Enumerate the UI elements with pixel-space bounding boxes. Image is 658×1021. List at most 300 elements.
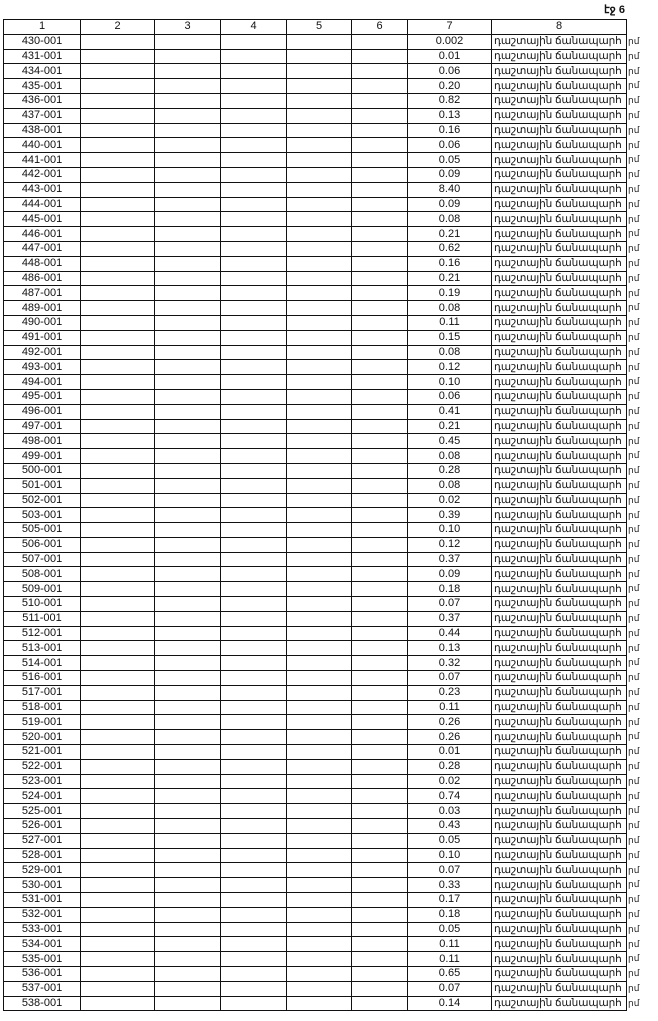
land-type: դաշտային ճանապարհ xyxy=(492,730,627,745)
empty-col-4 xyxy=(221,878,287,893)
empty-col-6 xyxy=(352,582,408,597)
empty-col-4 xyxy=(221,49,287,64)
empty-col-5 xyxy=(287,360,352,375)
empty-col-5 xyxy=(287,34,352,49)
empty-col-3 xyxy=(155,967,221,982)
empty-col-6 xyxy=(352,508,408,523)
parcel-code: 511-001 xyxy=(4,611,81,626)
empty-col-4 xyxy=(221,108,287,123)
row-suffix-mark: րմ xyxy=(628,257,640,268)
parcel-code: 524-001 xyxy=(4,789,81,804)
empty-col-5 xyxy=(287,478,352,493)
empty-col-3 xyxy=(155,167,221,182)
parcel-code: 503-001 xyxy=(4,508,81,523)
empty-col-6 xyxy=(352,671,408,686)
empty-col-6 xyxy=(352,286,408,301)
empty-col-2 xyxy=(81,567,155,582)
area-value: 0.41 xyxy=(408,404,492,419)
area-value: 0.16 xyxy=(408,123,492,138)
empty-col-4 xyxy=(221,153,287,168)
header-col-6: 6 xyxy=(352,20,408,35)
land-type: դաշտային ճանապարհ xyxy=(492,315,627,330)
empty-col-3 xyxy=(155,582,221,597)
empty-col-3 xyxy=(155,804,221,819)
empty-col-6 xyxy=(352,419,408,434)
row-suffix-mark: րմ xyxy=(628,997,640,1008)
empty-col-3 xyxy=(155,271,221,286)
empty-col-6 xyxy=(352,345,408,360)
area-value: 0.37 xyxy=(408,552,492,567)
land-type: դաշտային ճանապարհ xyxy=(492,286,627,301)
empty-col-6 xyxy=(352,996,408,1011)
parcel-code: 491-001 xyxy=(4,330,81,345)
empty-col-3 xyxy=(155,286,221,301)
empty-col-6 xyxy=(352,567,408,582)
empty-col-3 xyxy=(155,700,221,715)
land-type: դաշտային ճանապարհ xyxy=(492,996,627,1011)
row-suffix-mark: րմ xyxy=(628,731,640,742)
empty-col-6 xyxy=(352,123,408,138)
empty-col-3 xyxy=(155,537,221,552)
empty-col-6 xyxy=(352,715,408,730)
empty-col-5 xyxy=(287,93,352,108)
row-suffix-mark: րմ xyxy=(628,509,640,520)
empty-col-5 xyxy=(287,937,352,952)
parcel-code: 522-001 xyxy=(4,759,81,774)
empty-col-5 xyxy=(287,537,352,552)
empty-col-6 xyxy=(352,182,408,197)
empty-col-3 xyxy=(155,241,221,256)
row-suffix-mark: րմ xyxy=(628,50,640,61)
area-value: 0.18 xyxy=(408,907,492,922)
parcel-code: 496-001 xyxy=(4,404,81,419)
table-row xyxy=(4,952,627,967)
empty-col-3 xyxy=(155,745,221,760)
table-row xyxy=(4,493,627,508)
table-row xyxy=(4,789,627,804)
area-value: 0.08 xyxy=(408,345,492,360)
land-type: դաշտային ճանապարհ xyxy=(492,375,627,390)
empty-col-3 xyxy=(155,848,221,863)
empty-col-2 xyxy=(81,641,155,656)
empty-col-4 xyxy=(221,685,287,700)
empty-col-3 xyxy=(155,330,221,345)
empty-col-5 xyxy=(287,227,352,242)
empty-col-4 xyxy=(221,819,287,834)
parcel-code: 502-001 xyxy=(4,493,81,508)
land-type: դաշտային ճանապարհ xyxy=(492,434,627,449)
empty-col-6 xyxy=(352,848,408,863)
empty-col-5 xyxy=(287,745,352,760)
empty-col-4 xyxy=(221,597,287,612)
empty-col-2 xyxy=(81,389,155,404)
empty-col-2 xyxy=(81,478,155,493)
empty-col-5 xyxy=(287,641,352,656)
land-type: դաշտային ճանապարհ xyxy=(492,804,627,819)
empty-col-2 xyxy=(81,937,155,952)
parcel-code: 521-001 xyxy=(4,745,81,760)
empty-col-4 xyxy=(221,552,287,567)
land-type: դաշտային ճանապարհ xyxy=(492,49,627,64)
empty-col-3 xyxy=(155,449,221,464)
empty-col-3 xyxy=(155,375,221,390)
empty-col-5 xyxy=(287,315,352,330)
empty-col-6 xyxy=(352,922,408,937)
row-suffix-mark: րմ xyxy=(628,302,640,313)
area-value: 0.44 xyxy=(408,626,492,641)
empty-col-2 xyxy=(81,907,155,922)
table-row xyxy=(4,819,627,834)
table-row xyxy=(4,848,627,863)
parcel-code: 446-001 xyxy=(4,227,81,242)
empty-col-2 xyxy=(81,952,155,967)
empty-col-4 xyxy=(221,286,287,301)
empty-col-4 xyxy=(221,64,287,79)
area-value: 0.26 xyxy=(408,715,492,730)
header-col-2: 2 xyxy=(81,20,155,35)
empty-col-3 xyxy=(155,79,221,94)
row-suffix-mark: րմ xyxy=(628,864,640,875)
table-row xyxy=(4,330,627,345)
empty-col-6 xyxy=(352,967,408,982)
empty-col-6 xyxy=(352,937,408,952)
empty-col-6 xyxy=(352,256,408,271)
empty-col-6 xyxy=(352,34,408,49)
row-suffix-mark: րմ xyxy=(628,627,640,638)
empty-col-4 xyxy=(221,656,287,671)
area-value: 0.32 xyxy=(408,656,492,671)
empty-col-2 xyxy=(81,537,155,552)
table-row xyxy=(4,256,627,271)
area-value: 0.11 xyxy=(408,315,492,330)
empty-col-5 xyxy=(287,419,352,434)
area-value: 0.45 xyxy=(408,434,492,449)
area-value: 0.82 xyxy=(408,93,492,108)
parcel-code: 508-001 xyxy=(4,567,81,582)
empty-col-4 xyxy=(221,893,287,908)
land-type: դաշտային ճանապարհ xyxy=(492,819,627,834)
parcel-code: 536-001 xyxy=(4,967,81,982)
empty-col-6 xyxy=(352,907,408,922)
area-value: 0.06 xyxy=(408,389,492,404)
parcel-code: 513-001 xyxy=(4,641,81,656)
header-col-3: 3 xyxy=(155,20,221,35)
empty-col-6 xyxy=(352,789,408,804)
land-type: դաշտային ճանապարհ xyxy=(492,153,627,168)
table-row xyxy=(4,241,627,256)
empty-col-5 xyxy=(287,715,352,730)
empty-col-5 xyxy=(287,508,352,523)
empty-col-5 xyxy=(287,671,352,686)
row-suffix-mark: րմ xyxy=(628,420,640,431)
empty-col-5 xyxy=(287,256,352,271)
empty-col-3 xyxy=(155,611,221,626)
empty-col-3 xyxy=(155,685,221,700)
parcel-code: 507-001 xyxy=(4,552,81,567)
empty-col-6 xyxy=(352,330,408,345)
empty-col-5 xyxy=(287,567,352,582)
empty-col-3 xyxy=(155,49,221,64)
area-value: 0.07 xyxy=(408,981,492,996)
empty-col-2 xyxy=(81,434,155,449)
area-value: 0.74 xyxy=(408,789,492,804)
area-value: 0.09 xyxy=(408,167,492,182)
empty-col-4 xyxy=(221,907,287,922)
table-row xyxy=(4,641,627,656)
table-row xyxy=(4,463,627,478)
empty-col-5 xyxy=(287,893,352,908)
table-row xyxy=(4,49,627,64)
row-suffix-mark: րմ xyxy=(628,317,640,328)
empty-col-3 xyxy=(155,404,221,419)
table-row xyxy=(4,345,627,360)
table-body xyxy=(4,34,627,1011)
empty-col-5 xyxy=(287,878,352,893)
area-value: 0.18 xyxy=(408,582,492,597)
empty-col-2 xyxy=(81,582,155,597)
land-type: դաշտային ճանապարհ xyxy=(492,301,627,316)
empty-col-4 xyxy=(221,804,287,819)
empty-col-2 xyxy=(81,597,155,612)
parcel-code: 527-001 xyxy=(4,833,81,848)
area-value: 0.43 xyxy=(408,819,492,834)
empty-col-5 xyxy=(287,730,352,745)
table-row xyxy=(4,404,627,419)
empty-col-2 xyxy=(81,996,155,1011)
area-value: 0.08 xyxy=(408,478,492,493)
empty-col-4 xyxy=(221,360,287,375)
empty-col-5 xyxy=(287,774,352,789)
empty-col-3 xyxy=(155,893,221,908)
parcel-code: 533-001 xyxy=(4,922,81,937)
empty-col-2 xyxy=(81,493,155,508)
area-value: 0.08 xyxy=(408,212,492,227)
empty-col-6 xyxy=(352,315,408,330)
table-row xyxy=(4,167,627,182)
empty-col-4 xyxy=(221,375,287,390)
table-row xyxy=(4,523,627,538)
land-type: դաշտային ճանապարհ xyxy=(492,848,627,863)
empty-col-5 xyxy=(287,493,352,508)
empty-col-4 xyxy=(221,759,287,774)
empty-col-2 xyxy=(81,360,155,375)
empty-col-6 xyxy=(352,493,408,508)
table-row xyxy=(4,981,627,996)
empty-col-5 xyxy=(287,759,352,774)
empty-col-2 xyxy=(81,404,155,419)
land-type: դաշտային ճանապարհ xyxy=(492,478,627,493)
empty-col-4 xyxy=(221,952,287,967)
area-value: 0.05 xyxy=(408,153,492,168)
row-suffix-mark: րմ xyxy=(628,687,640,698)
empty-col-6 xyxy=(352,49,408,64)
land-type: դաշտային ճանապարհ xyxy=(492,863,627,878)
empty-col-4 xyxy=(221,508,287,523)
row-suffix-mark: րմ xyxy=(628,746,640,757)
empty-col-2 xyxy=(81,212,155,227)
empty-col-4 xyxy=(221,774,287,789)
table-row xyxy=(4,597,627,612)
table-row xyxy=(4,967,627,982)
empty-col-3 xyxy=(155,108,221,123)
empty-col-4 xyxy=(221,449,287,464)
empty-col-4 xyxy=(221,241,287,256)
land-type: դաշտային ճանապարհ xyxy=(492,878,627,893)
empty-col-5 xyxy=(287,952,352,967)
row-suffix-mark: րմ xyxy=(628,36,640,46)
empty-col-2 xyxy=(81,626,155,641)
empty-col-4 xyxy=(221,301,287,316)
parcel-code: 517-001 xyxy=(4,685,81,700)
empty-col-6 xyxy=(352,597,408,612)
area-value: 0.08 xyxy=(408,449,492,464)
empty-col-3 xyxy=(155,952,221,967)
land-type: դաշտային ճանապարհ xyxy=(492,537,627,552)
parcel-code: 529-001 xyxy=(4,863,81,878)
table-row xyxy=(4,315,627,330)
row-suffix-mark: րմ xyxy=(628,983,640,993)
empty-col-6 xyxy=(352,212,408,227)
empty-col-6 xyxy=(352,700,408,715)
empty-col-6 xyxy=(352,804,408,819)
area-value: 0.20 xyxy=(408,79,492,94)
table-row xyxy=(4,360,627,375)
land-type: դաշտային ճանապարհ xyxy=(492,123,627,138)
land-type: դաշտային ճանապարհ xyxy=(492,715,627,730)
land-type: դաշտային ճանապարհ xyxy=(492,922,627,937)
table-row xyxy=(4,419,627,434)
parcel-code: 518-001 xyxy=(4,700,81,715)
empty-col-2 xyxy=(81,508,155,523)
empty-col-2 xyxy=(81,182,155,197)
land-type: դաշտային ճանապարհ xyxy=(492,389,627,404)
empty-col-6 xyxy=(352,478,408,493)
empty-col-2 xyxy=(81,315,155,330)
row-suffix-mark: րմ xyxy=(628,568,640,579)
empty-col-4 xyxy=(221,330,287,345)
empty-col-5 xyxy=(287,301,352,316)
empty-col-2 xyxy=(81,552,155,567)
row-suffix-mark: րմ xyxy=(628,524,640,535)
empty-col-4 xyxy=(221,745,287,760)
empty-col-2 xyxy=(81,93,155,108)
area-value: 0.02 xyxy=(408,493,492,508)
empty-col-2 xyxy=(81,138,155,153)
parcel-code: 490-001 xyxy=(4,315,81,330)
land-type: դաշտային ճանապարհ xyxy=(492,64,627,79)
parcel-code: 510-001 xyxy=(4,597,81,612)
empty-col-4 xyxy=(221,138,287,153)
empty-col-6 xyxy=(352,153,408,168)
page-number: էջ 6 xyxy=(604,4,625,16)
land-parcel-table xyxy=(3,19,627,1011)
empty-col-3 xyxy=(155,182,221,197)
area-value: 0.21 xyxy=(408,419,492,434)
parcel-code: 443-001 xyxy=(4,182,81,197)
area-value: 0.08 xyxy=(408,301,492,316)
table-row xyxy=(4,434,627,449)
empty-col-5 xyxy=(287,833,352,848)
empty-col-2 xyxy=(81,700,155,715)
empty-col-4 xyxy=(221,567,287,582)
land-type: դաշտային ճանապարհ xyxy=(492,789,627,804)
empty-col-2 xyxy=(81,774,155,789)
empty-col-2 xyxy=(81,745,155,760)
parcel-code: 436-001 xyxy=(4,93,81,108)
land-type: դաշտային ճանապարհ xyxy=(492,626,627,641)
row-suffix-mark: րմ xyxy=(628,805,640,816)
empty-col-5 xyxy=(287,789,352,804)
empty-col-6 xyxy=(352,79,408,94)
empty-col-5 xyxy=(287,848,352,863)
empty-col-4 xyxy=(221,922,287,937)
table-row xyxy=(4,907,627,922)
empty-col-3 xyxy=(155,567,221,582)
table-row xyxy=(4,922,627,937)
empty-col-4 xyxy=(221,419,287,434)
empty-col-3 xyxy=(155,981,221,996)
table-row xyxy=(4,301,627,316)
table-row xyxy=(4,863,627,878)
empty-col-4 xyxy=(221,611,287,626)
empty-col-5 xyxy=(287,819,352,834)
area-value: 0.05 xyxy=(408,833,492,848)
land-type: դաշտային ճանապարհ xyxy=(492,167,627,182)
land-type: դաշտային ճանապարհ xyxy=(492,759,627,774)
table-row xyxy=(4,730,627,745)
row-suffix-mark: րմ xyxy=(628,598,640,609)
empty-col-5 xyxy=(287,463,352,478)
empty-col-4 xyxy=(221,937,287,952)
parcel-code: 447-001 xyxy=(4,241,81,256)
land-type: դաշտային ճանապարհ xyxy=(492,212,627,227)
empty-col-6 xyxy=(352,611,408,626)
row-suffix-mark: րմ xyxy=(628,228,640,239)
empty-col-4 xyxy=(221,996,287,1011)
row-suffix-mark: րմ xyxy=(628,553,640,564)
land-type: դաշտային ճանապարհ xyxy=(492,241,627,256)
empty-col-4 xyxy=(221,345,287,360)
area-value: 0.21 xyxy=(408,271,492,286)
row-suffix-mark: րմ xyxy=(628,154,640,165)
empty-col-5 xyxy=(287,153,352,168)
row-suffix-mark: րմ xyxy=(628,80,640,91)
parcel-code: 505-001 xyxy=(4,523,81,538)
empty-col-4 xyxy=(221,212,287,227)
area-value: 0.03 xyxy=(408,804,492,819)
empty-col-5 xyxy=(287,907,352,922)
table-row xyxy=(4,626,627,641)
land-type: դաշտային ճանապարհ xyxy=(492,552,627,567)
empty-col-2 xyxy=(81,153,155,168)
parcel-code: 512-001 xyxy=(4,626,81,641)
row-suffix-mark: րմ xyxy=(628,183,640,194)
empty-col-4 xyxy=(221,641,287,656)
parcel-code: 520-001 xyxy=(4,730,81,745)
empty-col-3 xyxy=(155,789,221,804)
empty-col-4 xyxy=(221,79,287,94)
empty-col-2 xyxy=(81,878,155,893)
empty-col-4 xyxy=(221,123,287,138)
empty-col-2 xyxy=(81,123,155,138)
area-value: 0.06 xyxy=(408,64,492,79)
header-row xyxy=(4,20,627,35)
table-row xyxy=(4,833,627,848)
empty-col-4 xyxy=(221,715,287,730)
empty-col-2 xyxy=(81,345,155,360)
empty-col-5 xyxy=(287,434,352,449)
land-type: դաշտային ճանապարհ xyxy=(492,182,627,197)
